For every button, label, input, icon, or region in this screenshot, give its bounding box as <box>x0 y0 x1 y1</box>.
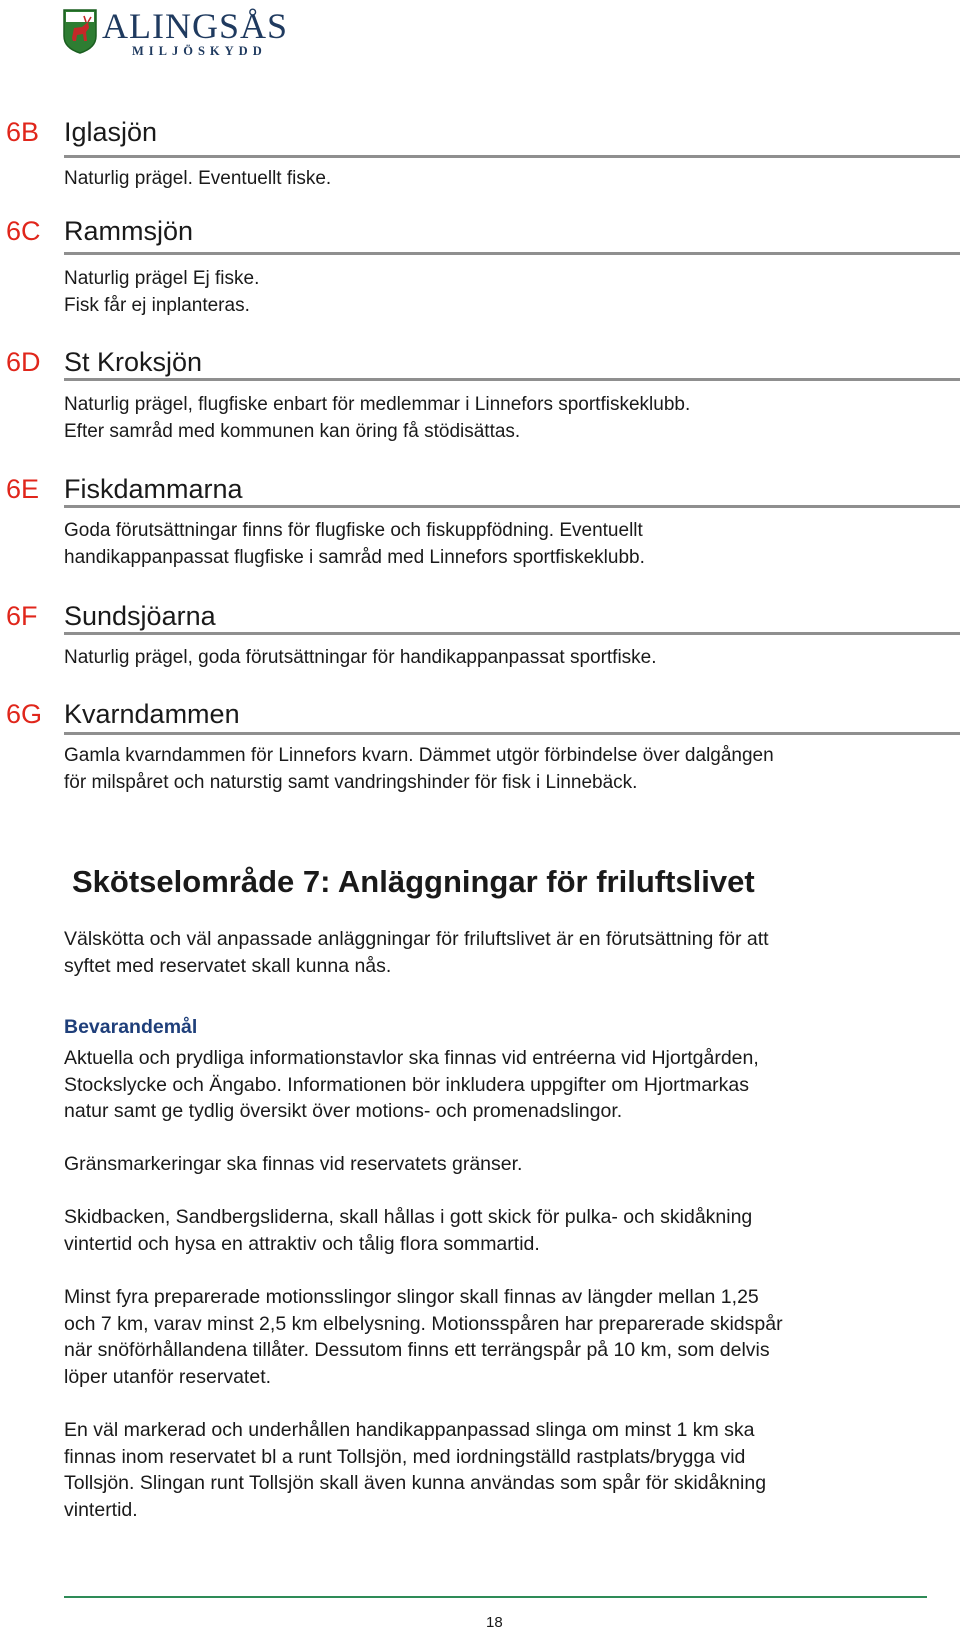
paragraph-line: natur samt ge tydlig översikt över motions- och promenadslingor. <box>64 1100 623 1122</box>
section-title: Sundsjöarna <box>64 601 216 631</box>
paragraph-line: och 7 km, varav minst 2,5 km elbelysning. Motionsspåren har preparerade skidspår <box>64 1312 783 1335</box>
section-title: St Kroksjön <box>64 347 203 377</box>
section-divider <box>64 378 960 381</box>
section-divider <box>64 632 960 635</box>
paragraph-accessible-trail <box>64 1417 944 1523</box>
paragraph-line: vintertid. <box>64 1498 138 1521</box>
paragraph-line: Tollsjön. Slingan runt Tollsjön skall även kunna användas som spår för skidåkning <box>64 1472 767 1494</box>
paragraph-boundary-markings <box>64 1151 944 1178</box>
section-code: 6B <box>6 117 40 147</box>
section-divider <box>64 252 960 255</box>
section-line: Naturlig prägel, goda förutsättningar för handikappanpassat sportfiske. <box>64 647 657 668</box>
goal-heading: Bevarandemål <box>64 1016 198 1038</box>
section-code: 6E <box>6 474 40 504</box>
section-code: 6G <box>6 699 43 729</box>
section-line: Efter samråd med kommunen kan öring få stödisättas. <box>64 420 521 442</box>
paragraph-exercise-trails <box>64 1284 944 1390</box>
paragraph-line: Välskötta och väl anpassade anläggningar för friluftslivet är en förutsättning för att <box>64 928 769 950</box>
section-line: Naturlig prägel, flugfiske enbart för medlemmar i Linnefors sportfiskeklubb. <box>64 394 691 415</box>
section-title: Iglasjön <box>64 117 158 147</box>
paragraph-line: vintertid och hysa en attraktiv och tålig flora sommartid. <box>64 1232 540 1255</box>
area-heading: Skötselområde 7: Anläggningar för friluftslivet <box>72 864 755 899</box>
section-body <box>64 645 924 672</box>
paragraph-line: löper utanför reservatet. <box>64 1365 272 1388</box>
logo-subtitle: MILJÖSKYDD <box>132 44 267 58</box>
paragraph-line: En väl markerad och underhållen handikappanpassad slinga om minst 1 km ska <box>64 1419 755 1441</box>
section-divider <box>64 732 960 735</box>
section-divider <box>64 155 960 158</box>
section-line: Gamla kvarndammen för Linnefors kvarn. Dämmet utgör förbindelse över dalgången <box>64 745 774 766</box>
section-title: Kvarndammen <box>64 699 240 729</box>
paragraph-line: finnas inom reservatet bl a runt Tollsjön, med iordningställd rastplats/brygga vid <box>64 1445 746 1468</box>
section-code: 6D <box>6 347 41 377</box>
section-line: Naturlig prägel. Eventuellt fiske. <box>64 168 332 189</box>
paragraph-line: Minst fyra preparerade motionsslingor slingor skall finnas av längder mellan 1,25 <box>64 1286 759 1308</box>
page-number: 18 <box>486 1614 503 1631</box>
section-body <box>64 266 924 319</box>
paragraph-ski-slope <box>64 1204 944 1257</box>
section-title: Fiskdammarna <box>64 474 243 504</box>
section-body <box>64 392 924 445</box>
paragraph-line: Aktuella och prydliga informationstavlor ska finnas vid entréerna vid Hjortgården, <box>64 1047 759 1069</box>
section-line: för milspåret och naturstig samt vandringshinder för fisk i Linnebäck. <box>64 771 638 793</box>
section-title: Rammsjön <box>64 216 194 246</box>
section-body <box>64 518 924 571</box>
section-body <box>64 166 924 193</box>
section-body <box>64 743 924 796</box>
section-line: Naturlig prägel Ej fiske. <box>64 268 260 289</box>
section-line: handikappanpassat flugfiske i samråd med Linnefors sportfiskeklubb. <box>64 546 645 568</box>
footer-divider <box>64 1596 927 1598</box>
paragraph-line: Skidbacken, Sandbergsliderna, skall hållas i gott skick för pulka- och skidåkning <box>64 1206 753 1228</box>
alingsas-logo <box>62 6 312 58</box>
section-divider <box>64 505 960 508</box>
paragraph-line: syftet med reservatet skall kunna nås. <box>64 954 392 977</box>
paragraph-line: när snöförhållandena tillåter. Dessutom finns ett terrängspår på 10 km, som delvis <box>64 1339 770 1361</box>
section-line: Fisk får ej inplanteras. <box>64 294 250 316</box>
paragraph-info-boards <box>64 1045 944 1125</box>
intro-paragraph <box>64 926 944 979</box>
paragraph-line: Gränsmarkeringar ska finnas vid reservatets gränser. <box>64 1153 523 1175</box>
section-line: Goda förutsättningar finns för flugfiske och fiskuppfödning. Eventuellt <box>64 520 643 541</box>
section-code: 6F <box>6 601 38 631</box>
logo-wordmark: ALINGSÅS <box>102 6 289 46</box>
crest-icon <box>62 8 98 54</box>
paragraph-line: Stockslycke och Ängabo. Informationen bör inkludera uppgifter om Hjortmarkas <box>64 1073 750 1096</box>
section-code: 6C <box>6 216 41 246</box>
